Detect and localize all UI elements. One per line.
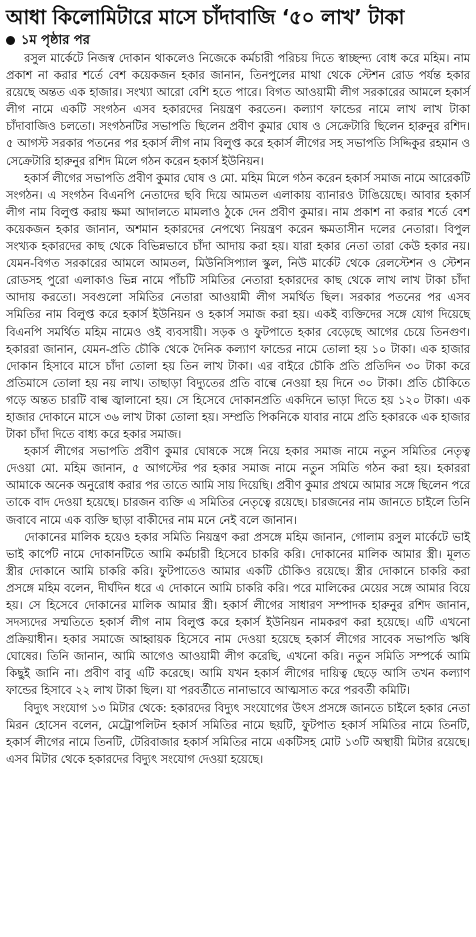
- article-body: [6, 50, 470, 768]
- paragraph: দোকানের মালিক হয়েও হকার সমিতি নিয়ন্ত্রণ করা প্রসঙ্গে মহিম জানান, গোলাম রসুল মার্কেটে ভাই ভাই কার্পেট নামে দোকানটিতে আমি কর্মচারী হিসেবে চাকরি করি। দোকানের মালিক আমার স্ত্রী। মূলত স্ত্রীর দোকানে আমি চাকরি করি। ফুটপাতেও আমার একটি চৌকিও রয়েছে। স্ত্রীর দোকানে চাকরি করা প্রসঙ্গে মহিম বলেন, দীর্ঘদিন ধরে এ দোকানে আমি চাকরি করি। পরে মালিকের মেয়ের সঙ্গে আমার বিয়ে হয়। সে হিসেবে দোকানের মালিক আমার স্ত্রী। হকার্স লীগের সাধারণ সম্পাদক হারুনুর রশিদ জানান, সদস্যদের সম্মতিতে হকার্স লীগ নাম বিলুপ্ত করে হকার্স ইউনিয়ন নামকরণ করা হয়েছে। এটি এখনো প্রক্রিয়াধীন। হকার সমাজে আহ্বায়ক হিসেবে নাম দেওয়া হয়েছে হকার্স লীগের সাবেক সভাপতি ঋষি ঘোষের। তিনি জানান, আমি আগেও আওয়ামী লীগ করেছি, এখনো করি। নতুন সমিতি সম্পর্কে আমি কিছুই জানি না। প্রবীণ বাবু এটি করেছে। আমি যখন হকার্স লীগের দায়িত্ব ছেড়ে আসি তখন কল্যাণ ফান্ডের হিসাবে ২২ লাখ টাকা ছিল। যা পরবর্তীতে নানাভাবে আত্মসাত করে পরবর্তী কমিটি।: [6, 530, 470, 698]
- continued-text: ১ম পৃষ্ঠার পর: [21, 33, 90, 48]
- paragraph: হকার্স লীগের সভাপতি প্রবীণ কুমার ঘোষ ও মো. মহিম মিলে গঠন করেন হকার্স সমাজ নামে আরেকটি সংগঠন। এ সংগঠন বিএনপি নেতাদের ছবি দিয়ে আমতল এলাকায় ব্যানারও টাঙিয়েছে। আবার হকার্স লীগ নাম বিলুপ্ত করায় ক্ষমা আদালতে মামলাও ঠুকে দেন প্রবীণ কুমার। নাম প্রকাশ না করার শর্তে বেশ কয়েকজন হকার জানান, অশমান হকারদের নেপথ্যে নিয়ন্ত্রণ করেন ক্ষমতাসীন দলের নেতারা। বিপুল সংখ্যক হকারদের কাছ থেকে বিভিন্নভাবে চাঁদা আদায় করা হয়। যারা হকার নেতা তারা কেউ হকার নয়। যেমন-বিগত সরকারের আমলে আমতল, মিউনিসিপ্যাল স্কুল, নিউ মার্কেট থেকে রেলস্টেশন ও স্টেশন রোডসহ পুরো এলাকাও ভিন্ন নামে পাঁচটি সমিতির নেতারা হকারদের কাছ থেকে লাখ লাখ টাকা চাঁদা আদায় করতো। সবগুলো সমিতির নেতারা আওয়ামী লীগ সমর্থিত ছিল। সরকার পতনের পর এসব সমিতির নাম বিলুপ্ত করে হকার্স ইউনিয়ন ও হকার্স সমাজ করা হয়। একই ব্যক্তিদের সঙ্গে যোগ দিয়েছে বিএনপি সমর্থিত মহিম নামেও ওই ব্যবসায়ী। সড়ক ও ফুটপাতে হকার বেড়েছে আগের চেয়ে তিনগুণ। হকাররা জানান, যেমন-প্রতি চৌকি থেকে দৈনিক কল্যাণ ফান্ডের নামে তোলা হয় ১০ টাকা। এক হাজার দোকান হিসাবে মাসে চাঁদা তোলা হয় তিন লাখ টাকা। এর বাইরে চৌকি প্রতি প্রতিদিন ৩০ টাকা করে প্রতিমাসে তোলা হয় নয় লাখ। তাছাড়া বিদ্যুতের প্রতি বাল্বে নেওয়া হয় দিনে ৩০ টাকা। প্রতি চৌকিতে গড়ে অন্তত চারটি বাল্ব জ্বালানো হয়। সে হিসেবে দোকানপ্রতি একদিনে ভাড়া দিতে হয় ১২০ টাকা। এক হাজার দোকানে মাসে ৩৬ লাখ টাকা তোলা হয়। সম্প্রতি পিকনিকে যাবার নামে প্রতি হকারকে এক হাজার টাকা চাঁদা দিতে বাধ্য করে হকার সমাজ।: [6, 171, 470, 442]
- paragraph: হকার্স লীগের সভাপতি প্রবীণ কুমার ঘোষকে সঙ্গে নিয়ে হকার সমাজ নামে নতুন সমিতির নেতৃত্ব দেওয়া মো. মহিম জানান, ৫ আগস্টের পর হকার সমাজ নামে নতুন সমিতি গঠন করা হয়। হকাররা আমাকে অনেক অনুরোধ করার পর তাতে আমি সায় দিয়েছি। প্রবীণ কুমার প্রথমে আমার সঙ্গে ছিলেন পরে তাকে বাদ দেওয়া হয়েছে। চারজন ব্যক্তি এ সমিতির নেতৃত্বে রয়েছে। চারজনের নাম জানতে চাইলে তিনি জবাবে নামে এক ব্যক্তি ছাড়া বাকীদের নাম মনে নেই বলে জানান।: [6, 445, 470, 527]
- article-headline: আধা কিলোমিটারে মাসে চাঁদাবাজি ‘৫০ লাখ’ টাকা: [6, 5, 405, 29]
- continued-from-page-label: [6, 32, 470, 49]
- bullet-icon: [6, 36, 15, 45]
- paragraph: বিদ্যুৎ সংযোগ ১৩ মিটার থেকে: হকারদের বিদ্যুৎ সংযোগের উৎস প্রসঙ্গে জানতে চাইলে হকার নেতা মিরন হোসেন বলেন, মেট্রোপলিটন হকার্স সমিতির নামে ছয়টি, ফুটপাত হকার্স সমিতির নামে তিনটি, হকার্স লীগের নামে তিনটি, টেরিবাজার হকার্স সমিতির নামে একটিসহ মোট ১৩টি অস্থায়ী মিটার রয়েছে। এসব মিটার থেকে হকারদের বিদ্যুৎ সংযোগ দেওয়া হয়েছে।: [6, 701, 470, 766]
- paragraph: রসুল মার্কেটে নিজস্ব দোকান থাকলেও নিজেকে কর্মচারী পরিচয় দিতে স্বাচ্ছন্দ্য বোধ করে মহিম। নাম প্রকাশ না করার শর্তে বেশ কয়েকজন হকার জানান, তিনপুলের মাথা থেকে স্টেশন রোড পর্যন্ত হকার রয়েছে অন্তত এক হাজার। সংখ্যা আরো বেশি হতে পারে। বিগত আওয়ামী লীগ সরকারের আমলে হকার্স লীগ নামে একটি সংগঠন এসব হকারদের নিয়ন্ত্রণ করতেন। কল্যাণ ফান্ডের নামে লাখ লাখ টাকা চাঁদাবাজিও চলতো। সংগঠনটির সভাপতি ছিলেন প্রবীণ কুমার ঘোষ ও সেক্রেটারি ছিলেন হারুনুর রশিদ। ৫ আগস্ট সরকার পতনের পর হকার্স লীগ নাম বিলুপ্ত করে হকার্স লীগের সহ সভাপতি সিদ্দিকুর রহমান ও সেক্রেটারি হারুনুর রশিদ মিলে গঠন করেন হকার্স ইউনিয়ন।: [6, 52, 470, 168]
